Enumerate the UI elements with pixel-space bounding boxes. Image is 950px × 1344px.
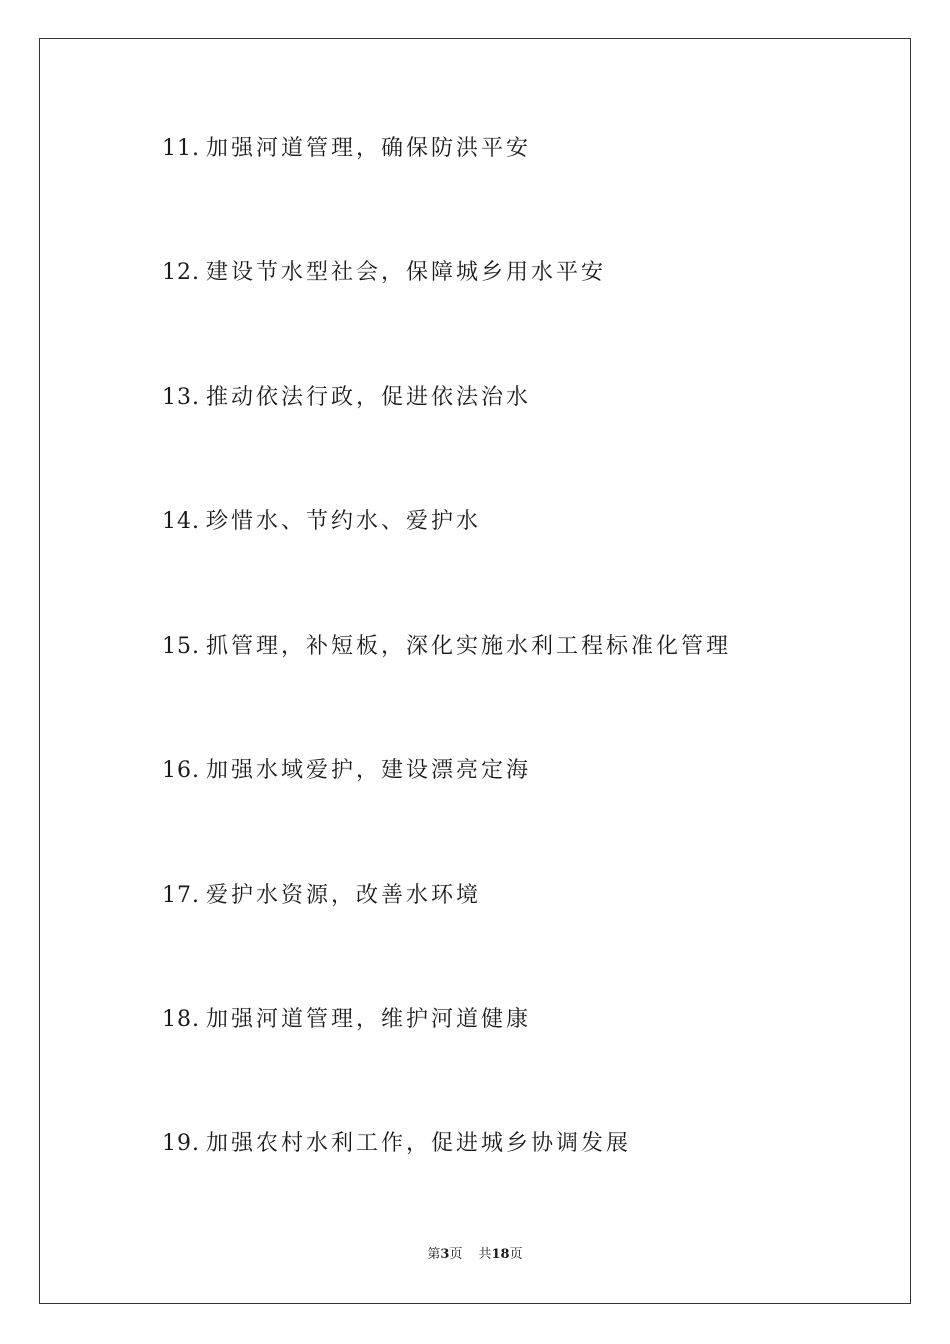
- page-frame: [39, 38, 911, 1304]
- item-text: 加强农村水利工作，促进城乡协调发展: [206, 1131, 632, 1156]
- item-number: 17.: [162, 883, 200, 908]
- list-item: [162, 136, 531, 162]
- item-number: 18.: [162, 1007, 200, 1032]
- list-item: [162, 634, 731, 660]
- item-number: 13.: [162, 385, 200, 410]
- item-number: 14.: [162, 509, 200, 534]
- total-suffix: 页: [509, 1247, 523, 1262]
- item-number: 16.: [162, 758, 200, 783]
- item-number: 19.: [162, 1131, 200, 1156]
- item-text: 推动依法行政，促进依法治水: [206, 385, 532, 410]
- item-text: 加强河道管理，维护河道健康: [206, 1007, 532, 1032]
- page-footer: [0, 1246, 950, 1264]
- list-item: [162, 509, 481, 535]
- list-item: [162, 260, 606, 286]
- page-prefix: 第: [427, 1247, 441, 1262]
- total-pages: 18: [491, 1247, 510, 1262]
- item-number: 15.: [162, 634, 200, 659]
- list-item: [162, 1131, 631, 1157]
- item-text: 抓管理，补短板，深化实施水利工程标准化管理: [206, 634, 732, 659]
- item-text: 建设节水型社会，保障城乡用水平安: [206, 260, 607, 285]
- item-number: 11.: [162, 136, 200, 161]
- page-number: 3: [440, 1247, 450, 1262]
- item-text: 爱护水资源，改善水环境: [206, 883, 482, 908]
- total-prefix: 共: [478, 1247, 492, 1262]
- item-text: 加强水域爱护，建设漂亮定海: [206, 758, 532, 783]
- list-item: [162, 758, 531, 784]
- page-suffix: 页: [449, 1247, 463, 1262]
- list-item: [162, 1007, 531, 1033]
- item-text: 珍惜水、节约水、爱护水: [206, 509, 482, 534]
- item-number: 12.: [162, 260, 200, 285]
- list-item: [162, 883, 481, 909]
- item-text: 加强河道管理，确保防洪平安: [206, 136, 532, 161]
- list-item: [162, 385, 531, 411]
